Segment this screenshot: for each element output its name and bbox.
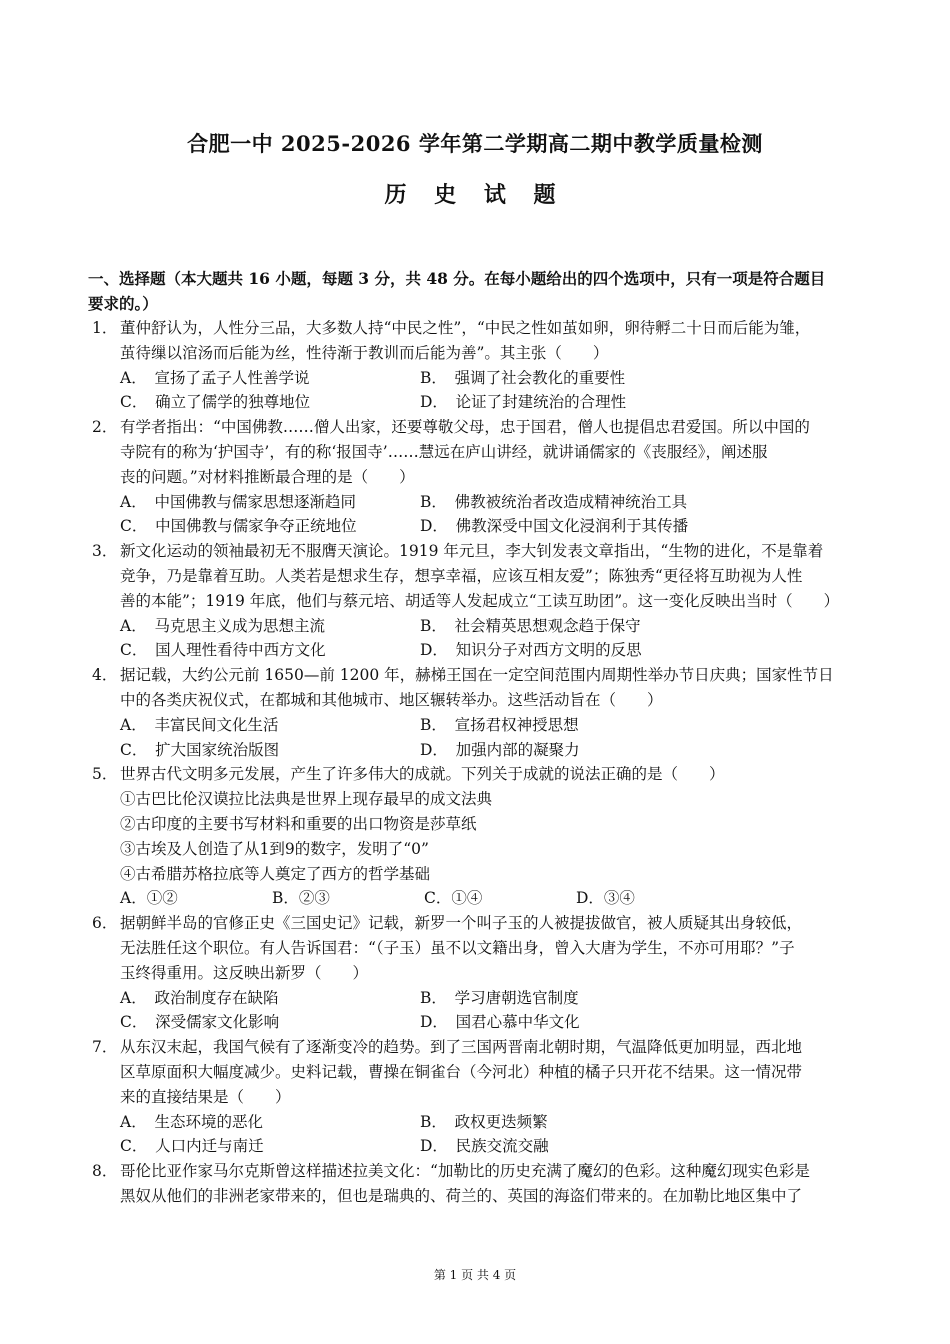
question-stem-first-line xyxy=(92,663,872,688)
question-list xyxy=(92,316,872,1209)
answer-option[interactable]: B． 社会精英思想观念趋于保守 xyxy=(420,616,641,635)
question-stem-first-line xyxy=(92,762,872,787)
option-row xyxy=(92,614,872,639)
answer-option[interactable]: D． 论证了封建统治的合理性 xyxy=(420,393,627,412)
question-text: 寺院有的称为‘护国寺’，有的称‘报国寺’……慧远在庐山讲经，就讲诵儒家的《丧服经》，阐述服 xyxy=(120,442,768,461)
option-row xyxy=(92,1010,872,1035)
question-text: 茧待缫以涫汤而后能为丝，性待渐于教训而后能为善”。其主张（ ） xyxy=(120,343,609,362)
answer-option[interactable]: C． 深受儒家文化影响 xyxy=(120,1013,280,1032)
question-stem-first-line xyxy=(92,539,872,564)
answer-option[interactable]: C． 国人理性看待中西方文化 xyxy=(120,641,326,660)
question-text: 区草原面积大幅度减少。史料记载，曹操在铜雀台（今河北）种植的橘子只开花不结果。这一情况带 xyxy=(120,1062,803,1081)
answer-option[interactable]: B． 佛教被统治者改造成精神统治工具 xyxy=(420,492,688,511)
question-number: 3． xyxy=(92,542,118,561)
question-number: 2． xyxy=(92,418,118,437)
question-stem-first-line xyxy=(92,1159,872,1184)
question-text: 竞争，乃是靠着互助。人类若是想求生存，想享幸福，应该互相友爱”；陈独秀“更径将互助视为人性 xyxy=(120,566,803,585)
page-footer: 第 1 页 共 4 页 xyxy=(433,1268,517,1282)
answer-option[interactable]: C． 中国佛教与儒家争夺正统地位 xyxy=(120,517,357,536)
answer-option[interactable]: B．②③ xyxy=(272,889,330,908)
question-text: 有学者指出：“中国佛教……僧人出家，还要尊敬父母，忠于国君，僧人也提倡忠君爱国。所以中国的 xyxy=(120,418,810,437)
answer-option[interactable]: A． 生态环境的恶化 xyxy=(120,1112,263,1131)
question-number: 5． xyxy=(92,765,118,784)
statement-item: ③古埃及人创造了从1到9的数字，发明了“0” xyxy=(120,839,429,858)
statement-item: ②古印度的主要书写材料和重要的出口物资是莎草纸 xyxy=(120,814,477,833)
question-block xyxy=(92,663,872,762)
answer-option[interactable]: A．①② xyxy=(120,889,178,908)
answer-option[interactable]: D． 知识分子对西方文明的反思 xyxy=(420,641,642,660)
question-text: 来的直接结果是（ ） xyxy=(120,1087,291,1106)
answer-option[interactable]: D． 佛教深受中国文化浸润利于其传播 xyxy=(420,517,689,536)
option-row xyxy=(92,514,872,539)
question-block xyxy=(92,1159,872,1209)
question-stem-line xyxy=(92,688,872,713)
question-text: 据朝鲜半岛的官修正史《三国史记》记载，新罗一个叫子玉的人被提拔做官，被人质疑其出身较低， xyxy=(120,914,803,933)
question-stem-line xyxy=(92,1060,872,1085)
page-title: 合肥一中 2025-2026 学年第二学期高二期中教学质量检测 xyxy=(187,131,763,156)
question-text: 董仲舒认为，人性分三品，大多数人持“中民之性”，“中民之性如茧如卵，卵待孵二十日而后能为雏， xyxy=(120,319,811,337)
answer-option[interactable]: A． 马克思主义成为思想主流 xyxy=(120,616,325,635)
option-row xyxy=(92,886,872,911)
question-number: 1． xyxy=(92,319,118,337)
question-stem-line xyxy=(92,961,872,986)
option-row xyxy=(92,390,872,415)
question-stem-first-line xyxy=(92,911,872,936)
question-stem-line xyxy=(92,1184,872,1209)
question-block xyxy=(92,762,872,911)
answer-option[interactable]: C． 人口内迁与南迁 xyxy=(120,1137,264,1156)
answer-option[interactable]: B． 学习唐朝选官制度 xyxy=(420,988,579,1007)
question-block xyxy=(92,539,872,663)
question-text: 中的各类庆祝仪式，在都城和其他城市、地区辗转举办。这些活动旨在（ ） xyxy=(120,690,663,709)
question-text: 黑奴从他们的非洲老家带来的，但也是瑞典的、荷兰的、英国的海盗们带来的。在加勒比地区集中了 xyxy=(120,1186,803,1205)
answer-option[interactable]: B． 宣扬君权神授思想 xyxy=(420,715,579,734)
question-text: 据记载，大约公元前 1650—前 1200 年，赫梯王国在一定空间范围内周期性举办节日庆典；国家性节日 xyxy=(120,666,834,685)
question-number: 7． xyxy=(92,1038,118,1057)
answer-option[interactable]: A． 政治制度存在缺陷 xyxy=(120,988,279,1007)
section-heading xyxy=(88,266,868,316)
answer-option[interactable]: C．①④ xyxy=(424,889,483,908)
question-stem-line xyxy=(92,341,872,366)
question-block xyxy=(92,1035,872,1159)
question-block xyxy=(92,911,872,1035)
question-stem-line xyxy=(92,564,872,589)
question-stem-line xyxy=(92,440,872,465)
answer-option[interactable]: B． 政权更迭频繁 xyxy=(420,1112,548,1131)
statement-item: ④古希腊苏格拉底等人奠定了西方的哲学基础 xyxy=(120,864,431,883)
question-stem-line xyxy=(92,1085,872,1110)
answer-option[interactable]: B． 强调了社会教化的重要性 xyxy=(420,368,626,387)
option-row xyxy=(92,638,872,663)
question-text: 哥伦比亚作家马尔克斯曾这样描述拉美文化：“加勒比的历史充满了魔幻的色彩。这种魔幻现实色彩是 xyxy=(120,1162,810,1181)
page-subtitle: 历 史 试 题 xyxy=(384,182,566,208)
section-heading-line: 要求的。） xyxy=(88,294,158,313)
answer-option[interactable]: A． 中国佛教与儒家思想逐渐趋同 xyxy=(120,492,356,511)
question-stem-line xyxy=(92,465,872,490)
question-number: 6． xyxy=(92,914,118,933)
statement-item: ①古巴比伦汉谟拉比法典是世界上现存最早的成文法典 xyxy=(120,790,493,809)
option-row xyxy=(92,1134,872,1159)
question-text: 无法胜任这个职位。有人告诉国君：“（子玉）虽不以文籍出身，曾入大唐为学生，不亦可用耶？”子 xyxy=(120,938,795,957)
answer-option[interactable]: C． 确立了儒学的独尊地位 xyxy=(120,393,311,412)
question-block xyxy=(92,415,872,539)
answer-option[interactable]: D． 民族交流交融 xyxy=(420,1137,549,1156)
question-stem-first-line xyxy=(92,415,872,440)
answer-option[interactable]: D． 加强内部的凝聚力 xyxy=(420,740,580,759)
option-row xyxy=(92,490,872,515)
answer-option[interactable]: D． 国君心慕中华文化 xyxy=(420,1013,580,1032)
option-row xyxy=(92,986,872,1011)
question-stem-line xyxy=(92,936,872,961)
question-text: 善的本能”；1919 年底，他们与蔡元培、胡适等人发起成立“工读互助团”。这一变化反映出当时（ ） xyxy=(120,591,840,610)
question-text: 丧的问题。”对材料推断最合理的是（ ） xyxy=(120,467,415,486)
option-row xyxy=(92,1110,872,1135)
answer-option[interactable]: A． 宣扬了孟子人性善学说 xyxy=(120,368,310,387)
question-text: 玉终得重用。这反映出新罗（ ） xyxy=(120,963,369,982)
question-text: 从东汉末起，我国气候有了逐渐变冷的趋势。到了三国两晋南北朝时期，气温降低更加明显，西北地 xyxy=(120,1038,803,1057)
question-stem-first-line xyxy=(92,316,872,341)
option-row xyxy=(92,738,872,763)
section-heading-line: 一、选择题（本大题共 16 小题，每题 3 分，共 48 分。在每小题给出的四个选项中，只有一项是符合题目 xyxy=(88,269,826,288)
question-number: 4． xyxy=(92,666,118,685)
question-number: 8． xyxy=(92,1162,118,1181)
question-text: 新文化运动的领袖最初无不服膺天演论。1919 年元旦，李大钊发表文章指出，“生物的进化，不是靠着 xyxy=(120,542,824,561)
option-row xyxy=(92,366,872,391)
option-row xyxy=(92,713,872,738)
question-text: 世界古代文明多元发展，产生了许多伟大的成就。下列关于成就的说法正确的是（ ） xyxy=(120,765,725,784)
question-block xyxy=(92,316,872,415)
answer-option[interactable]: D．③④ xyxy=(576,889,635,908)
answer-option[interactable]: C． 扩大国家统治版图 xyxy=(120,740,280,759)
answer-option[interactable]: A． 丰富民间文化生活 xyxy=(120,715,279,734)
question-stem-first-line xyxy=(92,1035,872,1060)
question-stem-line xyxy=(92,589,872,614)
